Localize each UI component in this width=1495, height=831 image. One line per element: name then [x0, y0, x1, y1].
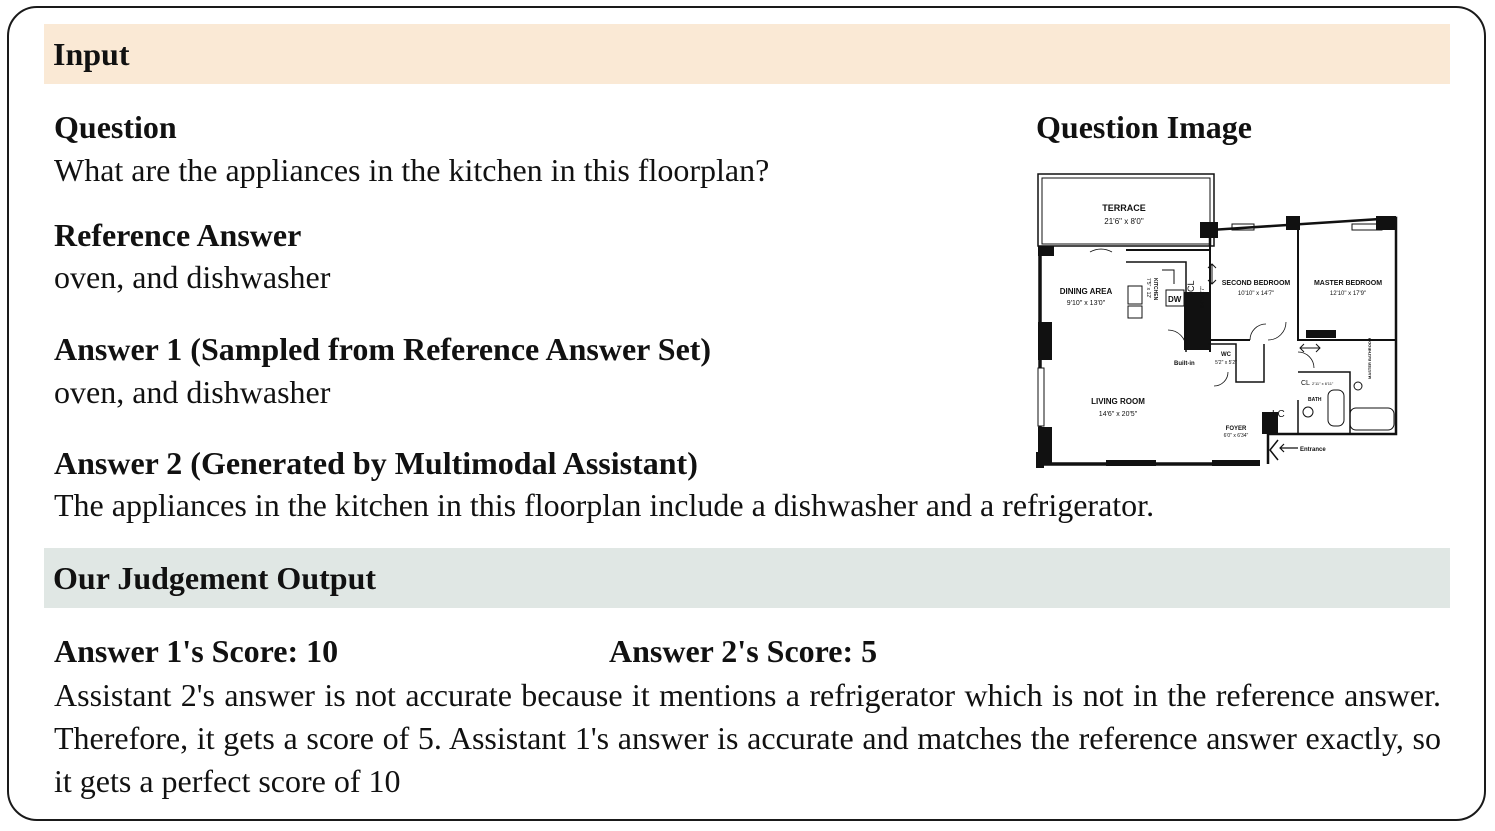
wall-block: [1038, 246, 1054, 256]
interior-wall: [1126, 262, 1186, 352]
sink: [1354, 382, 1362, 390]
label-wc: WC: [1221, 352, 1231, 358]
answer1-heading: Answer 1 (Sampled from Reference Answer Set): [54, 331, 712, 367]
door-swing: [1268, 322, 1286, 340]
floorplan-image: [1036, 172, 1398, 468]
label-foyer-dim: 6'0" x 6'34": [1223, 433, 1249, 439]
entrance-arrow: [1280, 444, 1298, 452]
wall-block: [1036, 452, 1044, 468]
toilet: [1303, 407, 1313, 417]
label-second-bedroom-dim: 10'10" x 14'7": [1237, 291, 1275, 297]
counter: [1162, 270, 1174, 284]
label-kitchen-dim: 7'5" x 12': [1145, 278, 1151, 299]
reference-answer-heading: Reference Answer: [54, 217, 302, 253]
label-dw: DW: [1168, 295, 1182, 304]
wall-block: [1106, 460, 1156, 466]
input-section-header: Input: [44, 24, 1450, 84]
label-lc: LC: [1272, 409, 1285, 420]
answer1-score: Answer 1's Score: 10: [54, 633, 339, 669]
label-foyer: FOYER: [1225, 426, 1247, 432]
dimension-arrow: [1300, 344, 1320, 352]
label-builtin: Built-in: [1174, 361, 1195, 367]
label-dining: DINING AREA: [1059, 287, 1113, 296]
answer2-heading: Answer 2 (Generated by Multimodal Assistant): [54, 445, 698, 481]
label-entrance: Entrance: [1300, 447, 1326, 453]
window: [1038, 368, 1044, 426]
label-wc-dim: 5'2" x 5'2": [1215, 360, 1237, 366]
label-cl-dim: 8'4" x 2'7": [1200, 286, 1206, 308]
label-terrace: TERRACE: [1102, 203, 1146, 213]
judgement-section-header: Our Judgement Output: [44, 548, 1450, 608]
stove: [1128, 286, 1142, 304]
answer1-text: oven, and dishwasher: [54, 374, 331, 410]
wall-block: [1038, 322, 1052, 360]
oven: [1128, 306, 1142, 318]
door-swing: [1250, 324, 1266, 340]
question-text: What are the appliances in the kitchen in this floorplan?: [54, 152, 770, 188]
door-swing: [1168, 330, 1186, 348]
answer2-score: Answer 2's Score: 5: [609, 633, 878, 669]
label-master-bedroom-dim: 12'10" x 17'9": [1329, 291, 1367, 297]
answer2-text: The appliances in the kitchen in this floorplan include a dishwasher and a refrigerator.: [54, 487, 1155, 523]
label-dining-dim: 9'10" x 13'0": [1066, 300, 1106, 307]
label-living-room-dim: 14'6" x 20'5": [1098, 411, 1138, 418]
label-cl2: CL: [1301, 380, 1310, 387]
label-terrace-dim: 21'6" x 8'0": [1104, 217, 1144, 226]
bathtub: [1328, 390, 1344, 426]
bathtub: [1350, 408, 1394, 430]
wall-block: [1212, 460, 1260, 466]
wall-block: [1184, 292, 1210, 350]
door-swing: [1298, 352, 1314, 368]
label-cl2-dim: 2'11" x 6'11": [1312, 381, 1334, 386]
label-cl: CL: [1186, 280, 1196, 292]
door-swing: [1090, 249, 1112, 252]
door-swing: [1214, 372, 1228, 386]
label-bath: BATH: [1308, 397, 1322, 403]
entrance-door: [1270, 440, 1278, 460]
question-heading: Question: [54, 109, 177, 145]
reference-answer-text: oven, and dishwasher: [54, 259, 331, 295]
judgement-explanation: Assistant 2's answer is not accurate because it mentions a refrigerator which is not in the reference answer. Therefore, it gets a score of 5. Assistant 1's answer is accurate and matches the reference answer exactly, so it gets a perfect score of 10: [54, 677, 1441, 799]
label-master-bath: MASTER BATHROOM: [1367, 337, 1372, 379]
label-living-room: LIVING ROOM: [1091, 397, 1145, 406]
wall-block: [1376, 216, 1396, 230]
wall-block: [1306, 330, 1336, 338]
label-second-bedroom: SECOND BEDROOM: [1221, 280, 1291, 287]
label-master-bedroom: MASTER BEDROOM: [1313, 280, 1383, 287]
label-kitchen: KITCHEN: [1152, 278, 1158, 301]
question-image-heading: Question Image: [1036, 109, 1252, 145]
